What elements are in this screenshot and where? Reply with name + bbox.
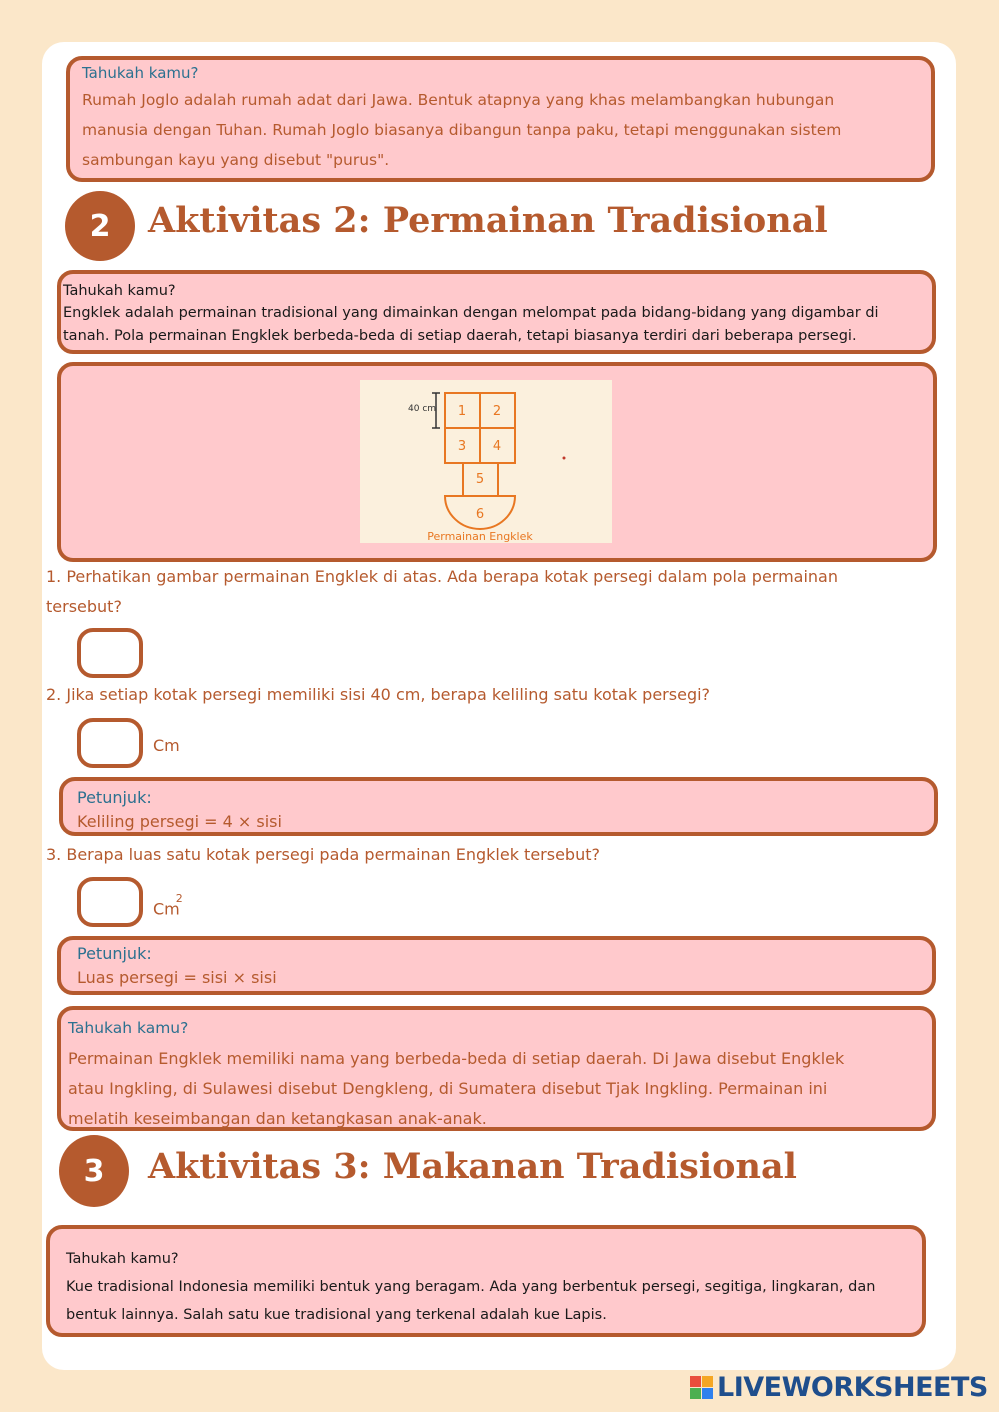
question-3: 3. Berapa luas satu kotak persegi pada permainan Engklek tersebut?: [46, 845, 600, 864]
logo-square: [690, 1388, 701, 1399]
logo-text: LIVEWORKSHEETS: [717, 1372, 988, 1403]
liveworksheets-logo[interactable]: [690, 1372, 988, 1403]
figure-caption: Permainan Engklek: [427, 530, 533, 543]
cell-label: 2: [492, 404, 502, 419]
dot-mark: [563, 457, 566, 460]
activity-number-badge: 3: [59, 1135, 129, 1207]
info-box-title: Tahukah kamu?: [68, 1019, 189, 1037]
question-1-line: tersebut?: [46, 597, 122, 616]
info-box-engklek: [57, 270, 936, 354]
hint-text: Keliling persegi = 4 × sisi: [77, 812, 282, 831]
cell-label: 3: [457, 439, 467, 454]
info-box-title: Tahukah kamu?: [82, 64, 199, 82]
engklek-diagram: [360, 380, 612, 543]
info-box-line: melatih keseimbangan dan ketangkasan anak-anak.: [68, 1109, 487, 1128]
hint-title: Petunjuk:: [77, 944, 152, 963]
cell-label: 6: [475, 507, 485, 522]
unit-label: Cm: [153, 736, 180, 755]
logo-square: [690, 1376, 701, 1387]
cell-label: 1: [457, 404, 467, 419]
activity-3-title: Aktivitas 3: Makanan Tradisional: [148, 1146, 797, 1187]
engklek-figure: [360, 380, 612, 543]
hint-box-keliling: [59, 777, 938, 836]
activity-number-badge: 2: [65, 191, 135, 261]
unit-superscript: 2: [175, 892, 183, 905]
answer-field-q1[interactable]: [77, 628, 143, 678]
info-box-line: Kue tradisional Indonesia memiliki bentuk yang beragam. Ada yang berbentuk persegi, segitiga, lingkaran, dan: [66, 1279, 876, 1295]
activity-2-title: Aktivitas 2: Permainan Tradisional: [148, 200, 828, 241]
hint-box-luas: [57, 936, 936, 995]
info-box-title: Tahukah kamu?: [66, 1251, 179, 1267]
logo-square: [702, 1388, 713, 1399]
question-1-line: 1. Perhatikan gambar permainan Engklek di atas. Ada berapa kotak persegi dalam pola permainan: [46, 567, 838, 586]
logo-mark-icon: [690, 1376, 713, 1399]
info-box-line: tanah. Pola permainan Engklek berbeda-beda di setiap daerah, tetapi biasanya terdiri dari beberapa persegi.: [63, 328, 857, 344]
info-box-joglo: [66, 56, 935, 182]
answer-field-q3[interactable]: [77, 877, 143, 927]
info-box-line: sambungan kayu yang disebut "purus".: [82, 151, 390, 169]
cell-label: 4: [492, 439, 502, 454]
info-box-line: atau Ingkling, di Sulawesi disebut Dengkleng, di Sumatera disebut Tjak Ingkling. Permainan ini: [68, 1079, 828, 1098]
info-box-kue: [46, 1225, 926, 1337]
hint-title: Petunjuk:: [77, 788, 152, 807]
hint-text: Luas persegi = sisi × sisi: [77, 968, 277, 987]
logo-square: [702, 1376, 713, 1387]
info-box-line: bentuk lainnya. Salah satu kue tradisional yang terkenal adalah kue Lapis.: [66, 1307, 607, 1323]
info-box-line: Engklek adalah permainan tradisional yang dimainkan dengan melompat pada bidang-bidang yang digambar di: [63, 305, 879, 321]
info-box-engklek-names: [57, 1006, 936, 1131]
info-box-line: manusia dengan Tuhan. Rumah Joglo biasanya dibangun tanpa paku, tetapi menggunakan sistem: [82, 121, 842, 139]
info-box-title: Tahukah kamu?: [63, 283, 176, 299]
measure-label: 40 cm: [408, 404, 437, 414]
info-box-line: Rumah Joglo adalah rumah adat dari Jawa. Bentuk atapnya yang khas melambangkan hubungan: [82, 91, 835, 109]
answer-field-q2[interactable]: [77, 718, 143, 768]
info-box-line: Permainan Engklek memiliki nama yang berbeda-beda di setiap daerah. Di Jawa disebut Engklek: [68, 1049, 845, 1068]
unit-text: Cm: [153, 899, 180, 919]
question-2: 2. Jika setiap kotak persegi memiliki sisi 40 cm, berapa keliling satu kotak persegi?: [46, 685, 711, 704]
cell-label: 5: [475, 472, 485, 487]
unit-label: [153, 892, 187, 919]
